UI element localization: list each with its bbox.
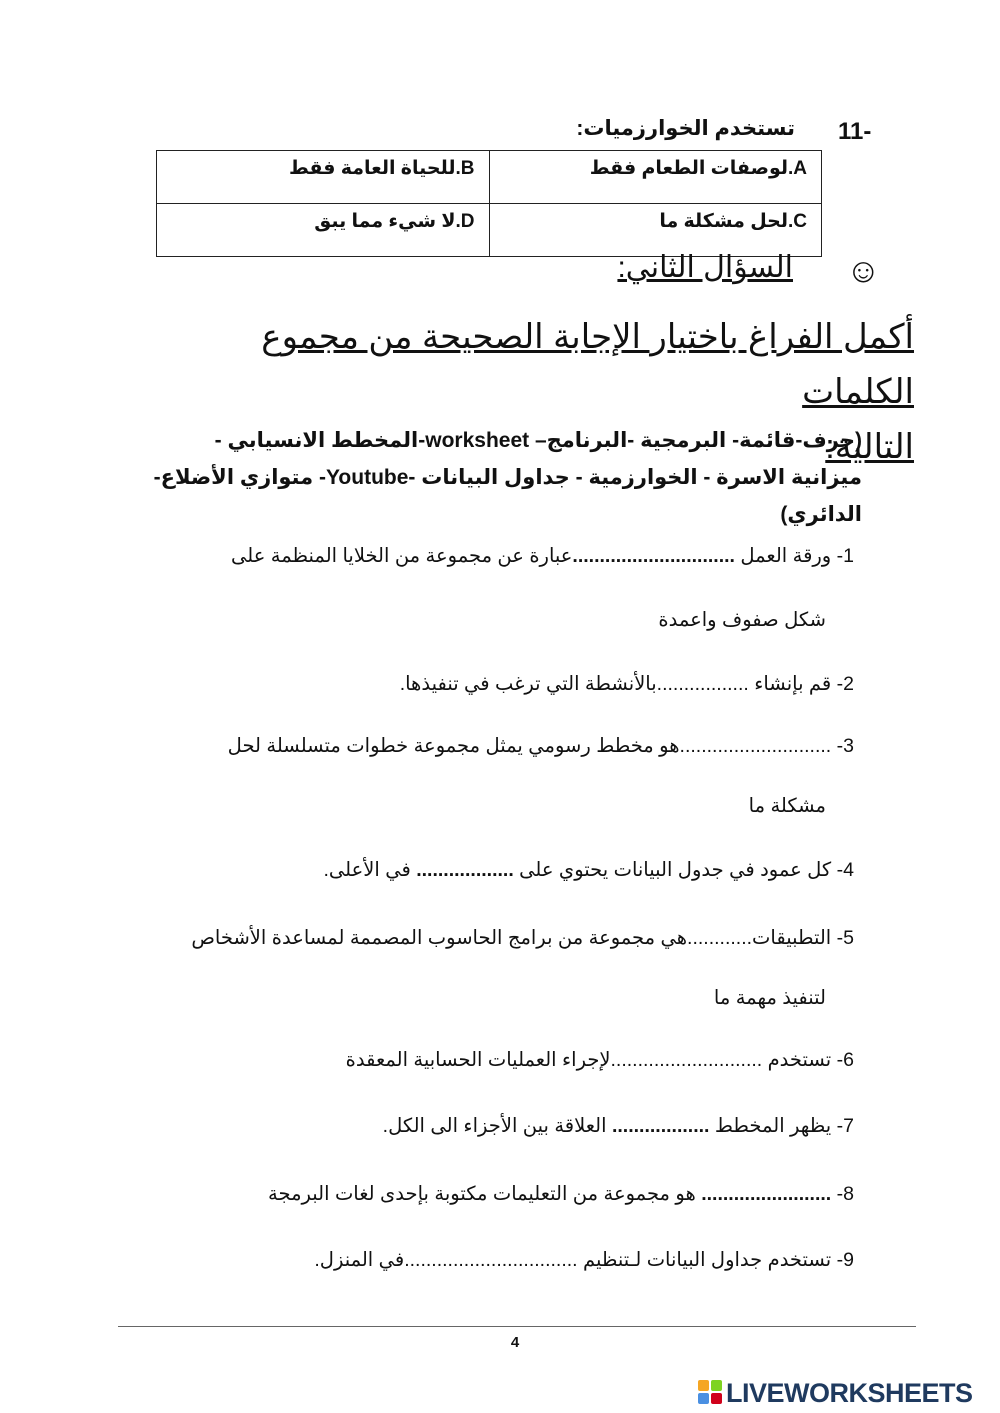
footer-divider xyxy=(118,1326,916,1327)
list-item xyxy=(268,1182,854,1206)
word-bank-line: الدائري) xyxy=(780,503,862,526)
list-item xyxy=(231,544,854,568)
item-text: 4- كل عمود في جدول البيانات يحتوي على xyxy=(513,859,854,881)
list-item: 5- التطبيقات............هي مجموعة من برامج الحاسوب المصممة لمساعدة الأشخاص xyxy=(191,927,854,949)
blank[interactable]: .................. xyxy=(611,1115,710,1137)
blank[interactable]: .............................. xyxy=(572,545,735,567)
question-number: 11- xyxy=(838,118,872,145)
option-c[interactable] xyxy=(489,204,822,257)
option-letter: B xyxy=(460,158,475,179)
list-item: 3- ............................هو مخطط رسومي يمثل مجموعة خطوات متسلسلة لحل xyxy=(227,735,854,757)
brand-name: LIVEWORKSHEETS xyxy=(726,1377,973,1408)
question-stem: تستخدم الخوارزميات: xyxy=(576,117,795,140)
section-title: السؤال الثاني: xyxy=(617,251,793,284)
item-continuation: مشكلة ما xyxy=(748,795,826,817)
list-item: 6- تستخدم ............................لإجراء العمليات الحسابية المعقدة xyxy=(345,1049,854,1071)
instruction-line: التالية: xyxy=(825,428,914,466)
item-text: 8- xyxy=(831,1183,854,1205)
option-a[interactable] xyxy=(489,151,822,204)
option-b-text: .للحياة العامة فقط xyxy=(288,158,461,179)
smiley-icon: ☺ xyxy=(846,252,881,290)
page-number: 4 xyxy=(510,1334,520,1351)
list-item xyxy=(324,858,855,882)
item-text: في الأعلى. xyxy=(323,859,417,881)
option-letter: D xyxy=(460,211,475,232)
option-b[interactable] xyxy=(157,151,490,204)
item-text: عبارة عن مجموعة من الخلايا المنظمة على xyxy=(231,545,573,567)
item-text: 1- ورقة العمل xyxy=(734,545,854,567)
word-bank-line: (حرف-قائمة- البرمجية -البرنامج– worksheet-المخطط الانسيابي - xyxy=(214,429,862,452)
option-a-text: .لوصفات الطعام فقط xyxy=(589,158,794,179)
option-letter: C xyxy=(793,211,807,232)
blank[interactable]: .................. xyxy=(416,859,514,881)
list-item: 2- قم بإنشاء .................بالأنشطة التي ترغب في تنفيذها. xyxy=(399,673,854,695)
word-bank xyxy=(142,422,862,533)
option-d[interactable] xyxy=(157,204,490,257)
blank[interactable]: ........................ xyxy=(701,1183,832,1205)
item-text: العلاقة بين الأجزاء الى الكل. xyxy=(382,1115,612,1137)
options-table xyxy=(156,150,822,257)
logo-icon xyxy=(698,1380,724,1406)
item-text: هو مجموعة من التعليمات مكتوبة بإحدى لغات البرمجة xyxy=(268,1183,702,1205)
list-item: 9- تستخدم جداول البيانات لـتنظيم ................................في المنزل. xyxy=(314,1249,854,1271)
option-letter: A xyxy=(793,158,807,179)
liveworksheets-logo xyxy=(698,1378,973,1408)
instruction-line: أكمل الفراغ باختيار الإجابة الصحيحة من مجموع الكلمات xyxy=(261,318,914,411)
list-item xyxy=(383,1114,854,1138)
item-continuation: لتنفيذ مهمة ما xyxy=(713,987,826,1009)
item-continuation: شكل صفوف واعمدة xyxy=(658,609,826,631)
item-text: 7- يظهر المخطط xyxy=(709,1115,854,1137)
option-d-text: .لا شيء مما يبق xyxy=(314,211,461,232)
option-c-text: .لحل مشكلة ما xyxy=(659,211,794,232)
word-bank-line: ميزانية الاسرة - الخوارزمية - جداول البيانات -Youtube- متوازي الأضلاع- xyxy=(153,466,862,489)
